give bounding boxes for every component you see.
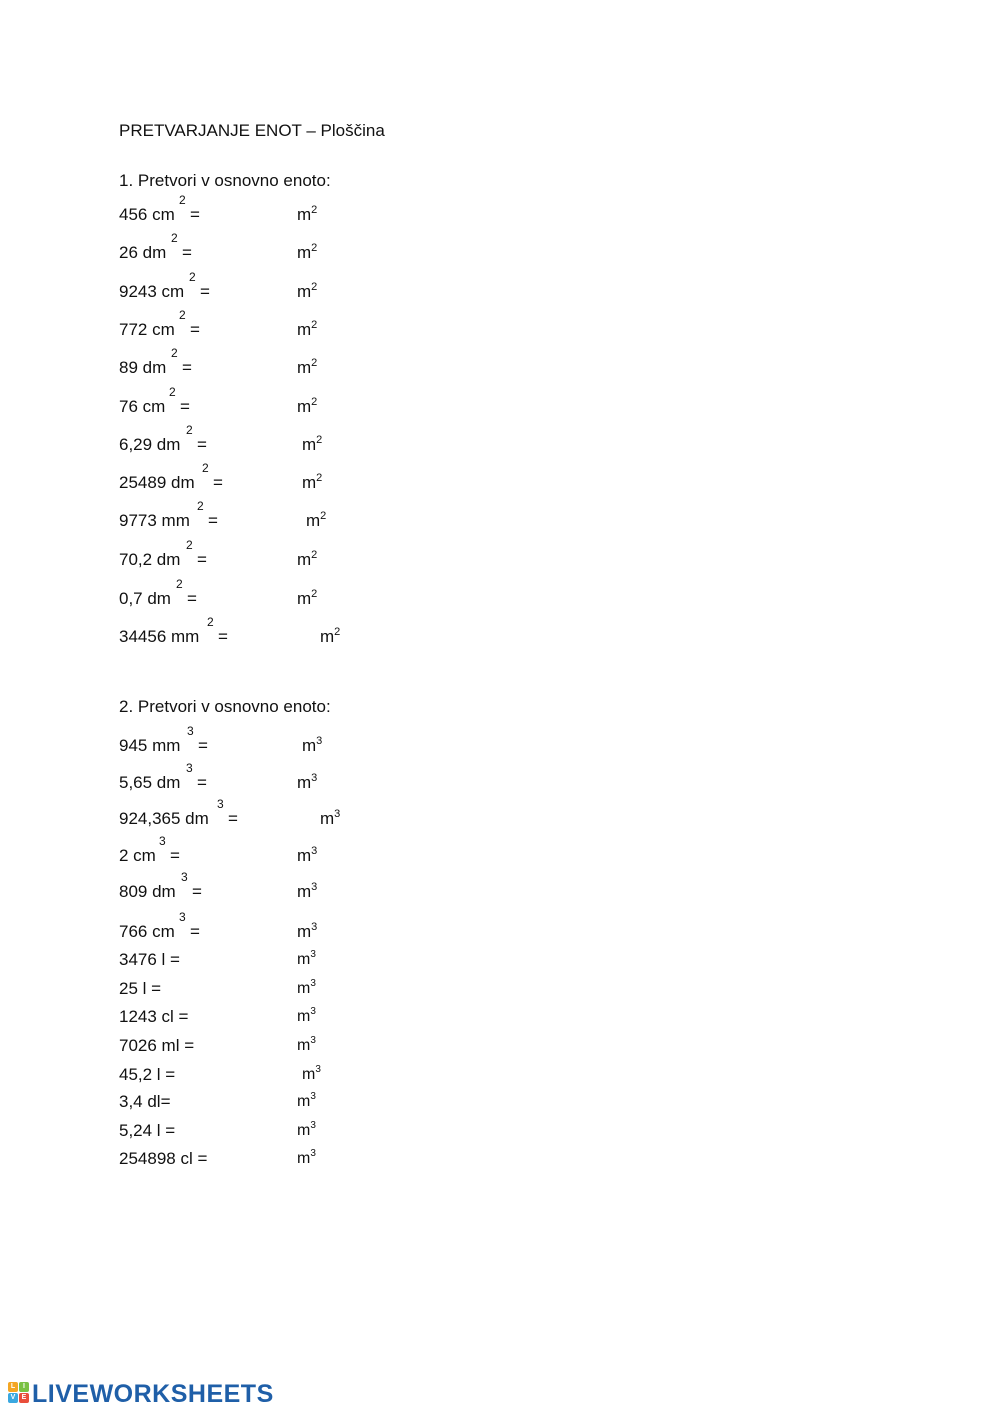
unit-base: m: [297, 1122, 311, 1139]
equals-sign: =: [190, 922, 200, 941]
unit-base: m: [297, 882, 312, 901]
unit-label: [302, 435, 322, 455]
quantity-text: 25 l =: [119, 979, 162, 998]
unit-base: m: [297, 922, 312, 941]
equals-sign: =: [192, 882, 202, 901]
quantity-exponent: 2: [197, 499, 204, 513]
unit-label: [306, 511, 326, 531]
quantity-exponent: 2: [169, 385, 176, 399]
quantity-text: 766 cm: [119, 922, 175, 941]
quantity-text: 0,7 dm: [119, 589, 171, 608]
quantity-text: 6,29 dm: [119, 435, 181, 454]
quantity-text: 2 cm: [119, 846, 156, 865]
unit-base: m: [302, 736, 317, 755]
equals-sign: =: [190, 320, 200, 339]
unit-exponent: 2: [320, 510, 327, 522]
unit-base: m: [302, 435, 317, 454]
unit-base: m: [297, 773, 312, 792]
unit-exponent: 2: [311, 588, 318, 600]
unit-base: m: [297, 1093, 311, 1110]
logo-block-i: I: [19, 1382, 29, 1392]
unit-base: m: [297, 243, 312, 262]
quantity-text: 3,4 dl=: [119, 1092, 171, 1111]
quantity-exponent: 2: [171, 231, 178, 245]
equals-sign: =: [218, 627, 228, 646]
quantity-text: 7026 ml =: [119, 1036, 195, 1055]
unit-base: m: [306, 511, 321, 530]
logo-block-l: L: [8, 1382, 18, 1392]
quantity-exponent: 3: [187, 724, 194, 738]
unit-label: [302, 736, 322, 756]
equals-sign: =: [197, 550, 207, 569]
unit-exponent: 2: [311, 319, 318, 331]
quantity-text: 809 dm: [119, 882, 176, 901]
quantity-text: 25489 dm: [119, 473, 195, 492]
unit-label: [297, 1092, 316, 1112]
equals-sign: =: [187, 589, 197, 608]
equals-sign: =: [197, 435, 207, 454]
unit-label: [297, 1121, 316, 1141]
equals-sign: =: [170, 846, 180, 865]
unit-base: m: [297, 205, 312, 224]
unit-label: [297, 882, 317, 902]
quantity-exponent: 3: [186, 761, 193, 775]
unit-label: [297, 205, 317, 225]
unit-exponent: 2: [311, 204, 318, 216]
unit-base: m: [297, 1150, 311, 1167]
unit-base: m: [297, 320, 312, 339]
unit-label: [297, 589, 317, 609]
unit-base: m: [297, 282, 312, 301]
quantity-text: 5,65 dm: [119, 773, 181, 792]
unit-label: [320, 627, 340, 647]
section1-heading: 1. Pretvori v osnovno enoto:: [119, 171, 331, 190]
quantity-text: 1243 cl =: [119, 1007, 189, 1026]
equals-sign: =: [190, 205, 200, 224]
unit-base: m: [297, 358, 312, 377]
equals-sign: =: [208, 511, 218, 530]
unit-exponent: 3: [311, 881, 318, 893]
section2-heading: 2. Pretvori v osnovno enoto:: [119, 697, 331, 716]
unit-exponent: 3: [310, 1120, 316, 1131]
quantity-text: 26 dm: [119, 243, 167, 262]
unit-label: [297, 773, 317, 793]
quantity-exponent: 3: [159, 834, 166, 848]
unit-label: [320, 809, 340, 829]
unit-label: [297, 1036, 316, 1056]
unit-exponent: 3: [315, 1064, 321, 1075]
unit-base: m: [297, 550, 312, 569]
unit-label: [297, 397, 317, 417]
unit-exponent: 2: [334, 626, 341, 638]
unit-base: m: [302, 473, 317, 492]
unit-exponent: 3: [310, 1035, 316, 1046]
unit-exponent: 3: [311, 772, 318, 784]
unit-label: [297, 922, 317, 942]
quantity-exponent: 2: [186, 538, 193, 552]
quantity-text: 9243 cm: [119, 282, 185, 301]
unit-label: [297, 950, 316, 970]
equals-sign: =: [182, 243, 192, 262]
quantity-text: 76 cm: [119, 397, 166, 416]
logo-block-e: E: [19, 1393, 29, 1403]
unit-base: m: [320, 809, 335, 828]
unit-base: m: [297, 589, 312, 608]
unit-exponent: 3: [310, 978, 316, 989]
unit-label: [302, 1065, 321, 1085]
equals-sign: =: [228, 809, 238, 828]
quantity-exponent: 2: [202, 461, 209, 475]
liveworksheets-logo[interactable]: [8, 1381, 274, 1407]
quantity-text: 45,2 l =: [119, 1065, 176, 1084]
unit-exponent: 3: [310, 1148, 316, 1159]
quantity-exponent: 2: [176, 577, 183, 591]
unit-base: m: [320, 627, 335, 646]
unit-exponent: 2: [311, 281, 318, 293]
quantity-text: 3476 l =: [119, 950, 180, 969]
unit-label: [297, 1149, 316, 1169]
unit-exponent: 3: [311, 921, 318, 933]
unit-label: [297, 243, 317, 263]
equals-sign: =: [182, 358, 192, 377]
quantity-exponent: 3: [217, 797, 224, 811]
unit-label: [297, 550, 317, 570]
quantity-text: 70,2 dm: [119, 550, 181, 569]
quantity-text: 254898 cl =: [119, 1149, 208, 1168]
quantity-exponent: 2: [189, 270, 196, 284]
unit-exponent: 3: [310, 949, 316, 960]
unit-base: m: [297, 980, 311, 997]
quantity-text: 945 mm: [119, 736, 181, 755]
quantity-exponent: 3: [179, 910, 186, 924]
unit-base: m: [297, 846, 312, 865]
unit-label: [297, 282, 317, 302]
unit-exponent: 2: [311, 357, 318, 369]
unit-exponent: 3: [316, 735, 323, 747]
quantity-text: 5,24 l =: [119, 1121, 176, 1140]
unit-base: m: [302, 1066, 316, 1083]
unit-base: m: [297, 951, 311, 968]
quantity-exponent: 3: [181, 870, 188, 884]
worksheet-title: PRETVARJANJE ENOT – Ploščina: [119, 121, 385, 140]
unit-label: [297, 358, 317, 378]
unit-exponent: 3: [310, 1006, 316, 1017]
unit-exponent: 2: [311, 396, 318, 408]
equals-sign: =: [197, 773, 207, 792]
quantity-exponent: 2: [207, 615, 214, 629]
unit-base: m: [297, 1037, 311, 1054]
logo-text: LIVEWORKSHEETS: [32, 1380, 274, 1408]
equals-sign: =: [180, 397, 190, 416]
logo-blocks-icon: [8, 1382, 30, 1406]
unit-base: m: [297, 397, 312, 416]
quantity-exponent: 2: [179, 308, 186, 322]
unit-label: [297, 1007, 316, 1027]
quantity-text: 89 dm: [119, 358, 167, 377]
equals-sign: =: [198, 736, 208, 755]
quantity-text: 34456 mm: [119, 627, 200, 646]
quantity-text: 456 cm: [119, 205, 175, 224]
quantity-exponent: 2: [179, 193, 186, 207]
unit-label: [297, 979, 316, 999]
quantity-exponent: 2: [186, 423, 193, 437]
logo-block-v: V: [8, 1393, 18, 1403]
unit-exponent: 3: [311, 845, 318, 857]
unit-exponent: 3: [334, 808, 341, 820]
unit-base: m: [297, 1008, 311, 1025]
quantity-text: 924,365 dm: [119, 809, 209, 828]
unit-label: [297, 320, 317, 340]
unit-label: [302, 473, 322, 493]
equals-sign: =: [200, 282, 210, 301]
quantity-text: 772 cm: [119, 320, 175, 339]
equals-sign: =: [213, 473, 223, 492]
unit-exponent: 2: [311, 242, 318, 254]
unit-exponent: 3: [310, 1091, 316, 1102]
quantity-text: 9773 mm: [119, 511, 190, 530]
unit-exponent: 2: [316, 472, 323, 484]
quantity-exponent: 2: [171, 346, 178, 360]
unit-exponent: 2: [311, 549, 318, 561]
unit-label: [297, 846, 317, 866]
unit-exponent: 2: [316, 434, 323, 446]
